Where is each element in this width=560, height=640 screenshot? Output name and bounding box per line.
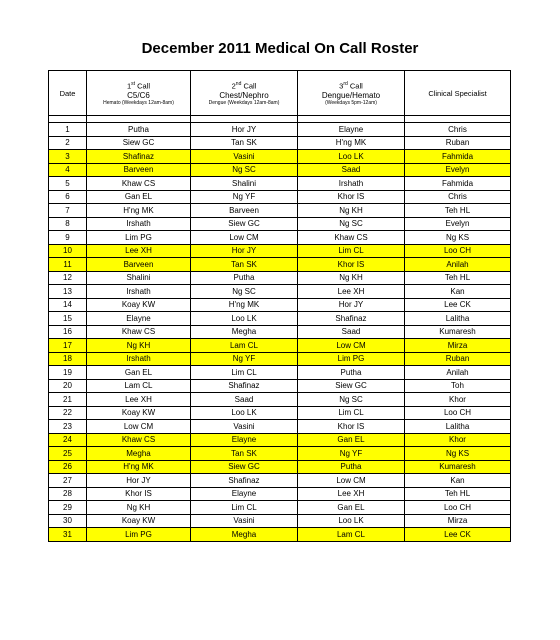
second-call-cell: Elayne [191, 433, 298, 447]
table-row [49, 285, 511, 299]
table-row [49, 366, 511, 380]
second-call-cell: Hor JY [191, 123, 298, 137]
specialist-cell: Loo CH [405, 244, 511, 258]
date-cell: 2 [49, 136, 87, 150]
spacer-row [49, 116, 511, 123]
third-call-cell: Ng KH [298, 271, 405, 285]
first-call-cell: Irshath [87, 352, 191, 366]
date-cell: 21 [49, 393, 87, 407]
second-call-ward: Chest/Nephro [219, 90, 269, 100]
date-cell: 25 [49, 447, 87, 461]
specialist-cell: Evelyn [405, 217, 511, 231]
date-cell: 17 [49, 339, 87, 353]
specialist-cell: Toh [405, 379, 511, 393]
third-call-cell: Elayne [298, 123, 405, 137]
second-call-cell: Tan SK [191, 258, 298, 272]
specialist-cell: Anilah [405, 366, 511, 380]
first-call-cell: H'ng MK [87, 460, 191, 474]
second-call-cell: Ng SC [191, 163, 298, 177]
third-call-ward: Dengue/Hemato [321, 90, 381, 100]
third-call-cell: Saad [298, 325, 405, 339]
first-call-suffix: st [131, 81, 136, 88]
table-body [49, 116, 511, 542]
specialist-cell: Lalitha [405, 420, 511, 434]
first-call-note: Hemato (Weekdays 12am-8am) [103, 99, 174, 106]
third-call-cell: Low CM [298, 339, 405, 353]
date-cell: 4 [49, 163, 87, 177]
date-cell: 26 [49, 460, 87, 474]
specialist-cell: Teh HL [405, 487, 511, 501]
first-call-cell: Ng KH [87, 501, 191, 515]
third-call-cell: Khor IS [298, 420, 405, 434]
first-call-cell: Shafinaz [87, 150, 191, 164]
second-call-cell: Ng SC [191, 285, 298, 299]
second-call-cell: Megha [191, 528, 298, 542]
third-call-cell: Hor JY [298, 298, 405, 312]
second-call-cell: Siew GC [191, 217, 298, 231]
specialist-cell: Ng KS [405, 231, 511, 245]
third-call-cell: Shafinaz [298, 312, 405, 326]
date-cell: 22 [49, 406, 87, 420]
date-cell: 14 [49, 298, 87, 312]
first-call-cell: Ng KH [87, 339, 191, 353]
on-call-roster-table [48, 70, 511, 542]
specialist-cell: Loo CH [405, 501, 511, 515]
specialist-cell: Ruban [405, 136, 511, 150]
third-call-cell: Ng SC [298, 393, 405, 407]
table-row [49, 406, 511, 420]
first-call-cell: Lim PG [87, 528, 191, 542]
date-cell: 7 [49, 204, 87, 218]
third-call-cell: H'ng MK [298, 136, 405, 150]
table-row [49, 217, 511, 231]
third-call-number: 3 [339, 81, 344, 91]
third-call-cell: Lee XH [298, 487, 405, 501]
second-call-suffix: nd [235, 81, 242, 88]
specialist-cell: Kan [405, 474, 511, 488]
date-cell: 24 [49, 433, 87, 447]
third-call-cell: Gan EL [298, 433, 405, 447]
specialist-cell: Chris [405, 123, 511, 137]
first-call-cell: Siew GC [87, 136, 191, 150]
second-call-cell: Putha [191, 271, 298, 285]
specialist-cell: Khor [405, 393, 511, 407]
first-call-cell: Koay KW [87, 514, 191, 528]
date-cell: 19 [49, 366, 87, 380]
first-call-cell: Koay KW [87, 298, 191, 312]
first-call-cell: Hor JY [87, 474, 191, 488]
first-call-cell: Khaw CS [87, 433, 191, 447]
third-call-cell: Khor IS [298, 190, 405, 204]
table-row [49, 136, 511, 150]
third-call-cell: Putha [298, 460, 405, 474]
table-row [49, 271, 511, 285]
third-call-cell: Ng SC [298, 217, 405, 231]
date-cell: 18 [49, 352, 87, 366]
third-call-label: Call [347, 81, 363, 91]
second-call-label: Call [241, 81, 257, 91]
third-call-suffix: rd [343, 81, 348, 88]
specialist-cell: Lee CK [405, 298, 511, 312]
third-call-cell: Ng YF [298, 447, 405, 461]
table-row [49, 528, 511, 542]
first-call-cell: Irshath [87, 217, 191, 231]
second-call-cell: Vasini [191, 150, 298, 164]
table-header [49, 71, 511, 116]
third-call-cell: Gan EL [298, 501, 405, 515]
table-row [49, 514, 511, 528]
specialist-cell: Anilah [405, 258, 511, 272]
header-second-call [191, 71, 298, 116]
date-cell: 13 [49, 285, 87, 299]
first-call-ward: C5/C6 [127, 90, 150, 100]
second-call-cell: Ng YF [191, 190, 298, 204]
date-cell: 15 [49, 312, 87, 326]
second-call-cell: Barveen [191, 204, 298, 218]
table-row [49, 420, 511, 434]
table-row [49, 312, 511, 326]
first-call-label: Call [135, 81, 151, 91]
table-row [49, 163, 511, 177]
date-cell: 5 [49, 177, 87, 191]
specialist-cell: Kan [405, 285, 511, 299]
second-call-cell: Shafinaz [191, 474, 298, 488]
third-call-cell: Lim CL [298, 244, 405, 258]
third-call-cell: Khaw CS [298, 231, 405, 245]
second-call-number: 2 [231, 81, 236, 91]
second-call-cell: Siew GC [191, 460, 298, 474]
first-call-cell: Megha [87, 447, 191, 461]
header-clinical-specialist: Clinical Specialist [405, 71, 511, 116]
date-cell: 9 [49, 231, 87, 245]
date-cell: 29 [49, 501, 87, 515]
date-cell: 11 [49, 258, 87, 272]
first-call-cell: Lee XH [87, 244, 191, 258]
table-row [49, 190, 511, 204]
first-call-cell: Lam CL [87, 379, 191, 393]
second-call-cell: Shalini [191, 177, 298, 191]
third-call-cell: Loo LK [298, 514, 405, 528]
third-call-cell: Saad [298, 163, 405, 177]
specialist-cell: Chris [405, 190, 511, 204]
third-call-cell: Low CM [298, 474, 405, 488]
table-row [49, 460, 511, 474]
second-call-cell: Low CM [191, 231, 298, 245]
second-call-cell: H'ng MK [191, 298, 298, 312]
second-call-cell: Megha [191, 325, 298, 339]
first-call-cell: Gan EL [87, 190, 191, 204]
table-row [49, 150, 511, 164]
date-cell: 10 [49, 244, 87, 258]
date-cell: 12 [49, 271, 87, 285]
first-call-cell: Barveen [87, 258, 191, 272]
specialist-cell: Mirza [405, 339, 511, 353]
first-call-cell: Lim PG [87, 231, 191, 245]
second-call-cell: Lam CL [191, 339, 298, 353]
third-call-cell: Ng KH [298, 204, 405, 218]
third-call-cell: Lim CL [298, 406, 405, 420]
first-call-cell: Low CM [87, 420, 191, 434]
third-call-cell: Khor IS [298, 258, 405, 272]
second-call-cell: Vasini [191, 514, 298, 528]
third-call-cell: Lim PG [298, 352, 405, 366]
date-cell: 3 [49, 150, 87, 164]
specialist-cell: Teh HL [405, 271, 511, 285]
table-row [49, 177, 511, 191]
header-third-call [298, 71, 405, 116]
table-row [49, 244, 511, 258]
second-call-note: Dengue (Weekdays 12am-8am) [208, 99, 280, 106]
date-cell: 1 [49, 123, 87, 137]
second-call-cell: Elayne [191, 487, 298, 501]
specialist-cell: Loo CH [405, 406, 511, 420]
third-call-cell: Putha [298, 366, 405, 380]
first-call-cell: Koay KW [87, 406, 191, 420]
specialist-cell: Kumaresh [405, 460, 511, 474]
third-call-cell: Loo LK [298, 150, 405, 164]
second-call-cell: Shafinaz [191, 379, 298, 393]
table-row [49, 379, 511, 393]
table-row [49, 123, 511, 137]
table-row [49, 352, 511, 366]
specialist-cell: Evelyn [405, 163, 511, 177]
table-row [49, 393, 511, 407]
table-row [49, 325, 511, 339]
third-call-cell: Siew GC [298, 379, 405, 393]
third-call-cell: Irshath [298, 177, 405, 191]
first-call-cell: Khaw CS [87, 325, 191, 339]
first-call-cell: Shalini [87, 271, 191, 285]
date-cell: 8 [49, 217, 87, 231]
date-cell: 23 [49, 420, 87, 434]
second-call-cell: Tan SK [191, 136, 298, 150]
first-call-cell: Elayne [87, 312, 191, 326]
specialist-cell: Teh HL [405, 204, 511, 218]
header-first-call [87, 71, 191, 116]
date-cell: 30 [49, 514, 87, 528]
specialist-cell: Ruban [405, 352, 511, 366]
first-call-number: 1 [126, 81, 132, 91]
first-call-cell: Irshath [87, 285, 191, 299]
third-call-cell: Lee XH [298, 285, 405, 299]
date-cell: 20 [49, 379, 87, 393]
specialist-cell: Lee CK [405, 528, 511, 542]
second-call-cell: Vasini [191, 420, 298, 434]
table-row [49, 258, 511, 272]
second-call-cell: Saad [191, 393, 298, 407]
table-row [49, 433, 511, 447]
specialist-cell: Lalitha [405, 312, 511, 326]
second-call-cell: Lim CL [191, 501, 298, 515]
first-call-cell: Putha [87, 123, 191, 137]
first-call-cell: Barveen [87, 163, 191, 177]
first-call-cell: Lee XH [87, 393, 191, 407]
third-call-cell: Lam CL [298, 528, 405, 542]
first-call-cell: Gan EL [87, 366, 191, 380]
table-row [49, 474, 511, 488]
table-row [49, 447, 511, 461]
first-call-cell: Khor IS [87, 487, 191, 501]
date-cell: 28 [49, 487, 87, 501]
specialist-cell: Ng KS [405, 447, 511, 461]
first-call-cell: Khaw CS [87, 177, 191, 191]
third-call-note: (Weekdays 5pm-12am) [325, 99, 377, 106]
second-call-cell: Hor JY [191, 244, 298, 258]
table-row [49, 298, 511, 312]
specialist-cell: Fahmida [405, 177, 511, 191]
second-call-cell: Loo LK [191, 406, 298, 420]
specialist-cell: Mirza [405, 514, 511, 528]
date-cell: 31 [49, 528, 87, 542]
specialist-cell: Kumaresh [405, 325, 511, 339]
second-call-cell: Tan SK [191, 447, 298, 461]
date-cell: 6 [49, 190, 87, 204]
table-row [49, 487, 511, 501]
table-row [49, 231, 511, 245]
first-call-cell: H'ng MK [87, 204, 191, 218]
page-title: December 2011 Medical On Call Roster [141, 40, 419, 57]
specialist-cell: Khor [405, 433, 511, 447]
table-row [49, 501, 511, 515]
second-call-cell: Lim CL [191, 366, 298, 380]
date-cell: 16 [49, 325, 87, 339]
second-call-cell: Loo LK [191, 312, 298, 326]
table-row [49, 204, 511, 218]
header-date: Date [49, 71, 87, 116]
specialist-cell: Fahmida [405, 150, 511, 164]
date-cell: 27 [49, 474, 87, 488]
second-call-cell: Ng YF [191, 352, 298, 366]
table-row [49, 339, 511, 353]
